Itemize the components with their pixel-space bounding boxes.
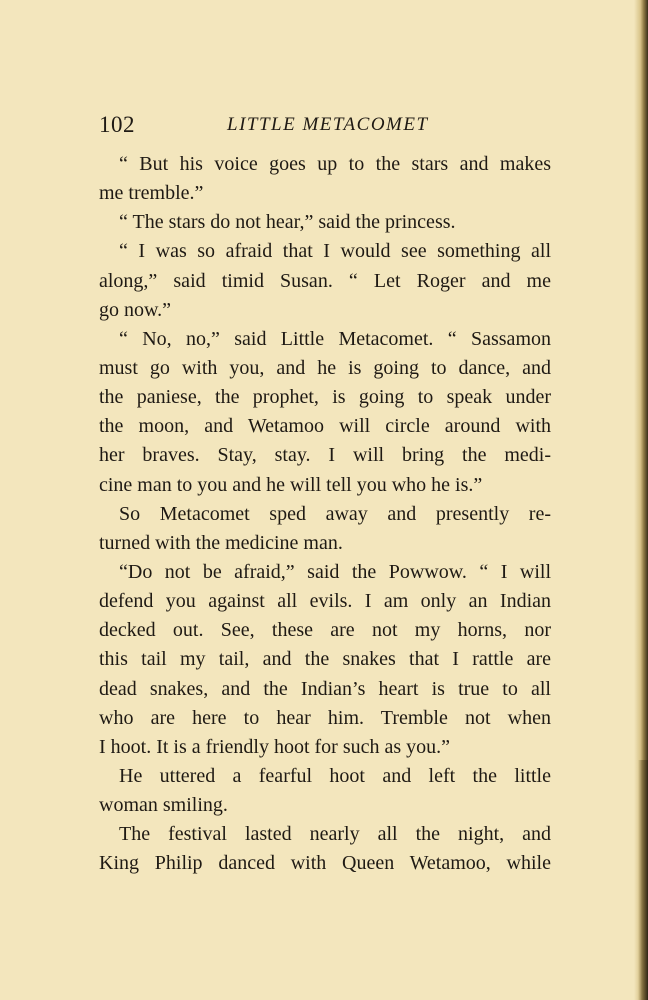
page-number: 102 (99, 112, 135, 137)
text-line: defend you against all evils. I am only an Indian (99, 590, 551, 613)
body-text (99, 150, 551, 879)
text-line: along,” said timid Susan. “ Let Roger and me (99, 269, 551, 292)
text-line: me tremble.” (99, 182, 204, 205)
text-line: The festival lasted nearly all the night, and (119, 823, 551, 846)
text-line: cine man to you and he will tell you who he is.” (99, 473, 483, 496)
text-line: the moon, and Wetamoo will circle around with (99, 415, 551, 438)
text-line: “ I was so afraid that I would see something all (119, 240, 551, 263)
text-line: must go with you, and he is going to dance, and (99, 356, 551, 379)
text-line: King Philip danced with Queen Wetamoo, while (99, 852, 551, 875)
text-line: dead snakes, and the Indian’s heart is true to all (99, 677, 551, 700)
page-header (99, 112, 551, 142)
text-line: woman smiling. (99, 794, 228, 817)
running-title: LITTLE METACOMET (227, 114, 429, 135)
text-line: I hoot. It is a friendly hoot for such as you.” (99, 735, 451, 758)
text-line: this tail my tail, and the snakes that I rattle are (99, 648, 551, 671)
text-line: turned with the medicine man. (99, 531, 343, 554)
text-line: “ The stars do not hear,” said the princess. (119, 211, 456, 234)
page-edge-shadow-lower (638, 760, 648, 1000)
text-line: “ No, no,” said Little Metacomet. “ Sassamon (119, 327, 551, 350)
text-line: the paniese, the prophet, is going to speak under (99, 386, 551, 409)
text-line: “ But his voice goes up to the stars and makes (119, 153, 551, 175)
text-line: decked out. See, these are not my horns, nor (99, 619, 551, 642)
text-line: who are here to hear him. Tremble not when (99, 706, 551, 729)
text-line: He uttered a fearful hoot and left the little (119, 764, 551, 787)
text-line: So Metacomet sped away and presently re- (119, 502, 551, 525)
text-line: her braves. Stay, stay. I will bring the medi- (99, 444, 551, 467)
text-line: “Do not be afraid,” said the Powwow. “ I will (119, 560, 551, 583)
text-line: go now.” (99, 298, 172, 321)
